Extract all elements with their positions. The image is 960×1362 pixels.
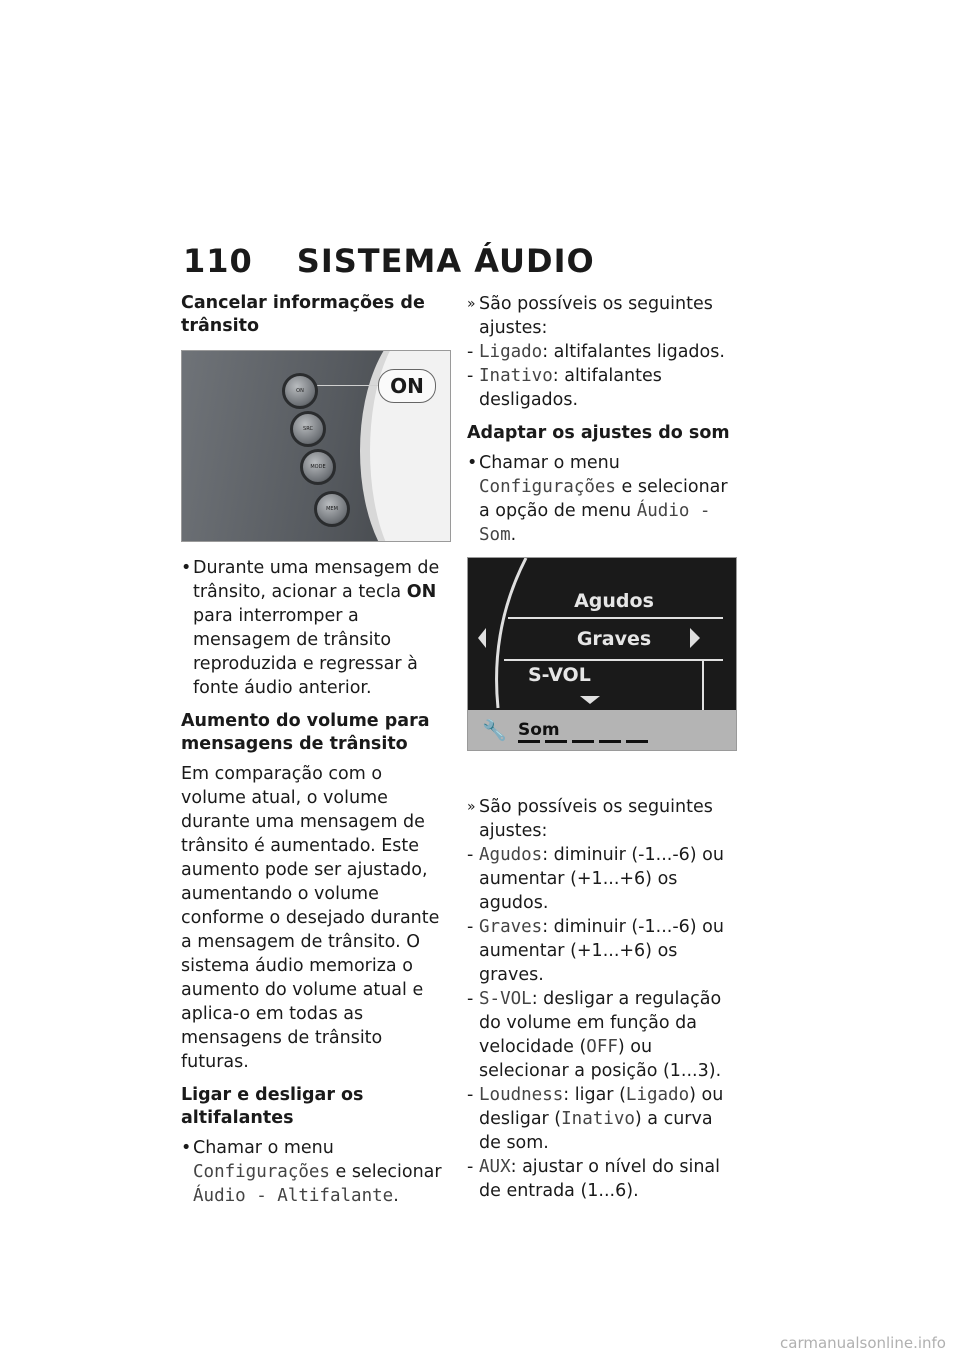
watermark-logo: carmanualsonline.info	[780, 1334, 946, 1352]
option-inativo: - Inativo: altifalantes desligados.	[467, 366, 662, 410]
setting-graves: - Graves: diminuir (-1...-6) ou aumentar (+1...+6) os graves.	[467, 917, 724, 985]
right-column	[467, 292, 737, 1203]
menu-status-bar	[468, 710, 736, 750]
src-button-image: SRC	[290, 411, 326, 447]
heading-cancel-traffic: Cancelar informações de trânsito	[181, 293, 425, 336]
on-callout: ON	[378, 369, 436, 403]
heading-volume-increase: Aumento do volume para mensagens de trânsito	[181, 711, 430, 754]
figure-sound-menu-screen	[467, 557, 737, 751]
result-speakers: » São possíveis os seguintes ajustes:	[467, 294, 713, 338]
bullet-sound-menu: • Chamar o menu Configurações e selecionar a opção de menu Áudio - Som.	[467, 453, 728, 545]
result-sound: » São possíveis os seguintes ajustes:	[467, 797, 713, 841]
heading-sound-settings: Adaptar os ajustes do som	[467, 423, 730, 443]
key-on: ON	[406, 582, 437, 602]
setting-loudness: - Loudness: ligar (Ligado) ou desligar (Inativo) a curva de som.	[467, 1085, 724, 1153]
menu-item-agudos: Agudos	[574, 590, 654, 612]
heading-speakers: Ligar e desligar os altifalantes	[181, 1085, 364, 1128]
page-header	[183, 242, 595, 280]
on-button-image: ON	[282, 373, 318, 409]
wrench-icon: 🔧	[482, 718, 507, 742]
setting-agudos: - Agudos: diminuir (-1...-6) ou aumentar (+1...+6) os agudos.	[467, 845, 724, 913]
section-title: SISTEMA ÁUDIO	[296, 242, 595, 280]
figure-buttons-photo	[181, 350, 451, 542]
option-ligado: - Ligado: altifalantes ligados.	[467, 342, 725, 362]
paragraph-volume: Em comparação com o volume atual, o volume durante uma mensagem de trânsito é aumentado. Este aumento pode ser ajustado, aumentando o volume conforme o desejado durante a mensagem de trânsito. O sistema áudio memoriza o aumento do volume atual e aplica-o em todas as mensagens de trânsito futuras.	[181, 764, 440, 1072]
level-bar	[518, 740, 648, 743]
bullet-speakers-menu: • Chamar o menu Configurações e selecionar Áudio - Altifalante.	[181, 1138, 442, 1206]
page-number: 110	[183, 242, 253, 280]
menu-item-svol: S-VOL	[528, 664, 591, 686]
mem-button-image: MEM	[314, 491, 350, 527]
setting-aux: - AUX: ajustar o nível do sinal de entrada (1...6).	[467, 1157, 721, 1201]
menu-item-graves: Graves	[576, 628, 652, 650]
bullet-interrupt: • Durante uma mensagem de trânsito, acionar a tecla ON para interromper a mensagem de trânsito reproduzida e regressar à fonte áudio anterior.	[181, 558, 440, 698]
status-label: Som	[518, 720, 560, 740]
setting-svol: - S-VOL: desligar a regulação do volume em função da velocidade (OFF) ou selecionar a posição (1...3).	[467, 989, 722, 1081]
left-column	[181, 292, 451, 1218]
mode-button-image: MODE	[300, 449, 336, 485]
